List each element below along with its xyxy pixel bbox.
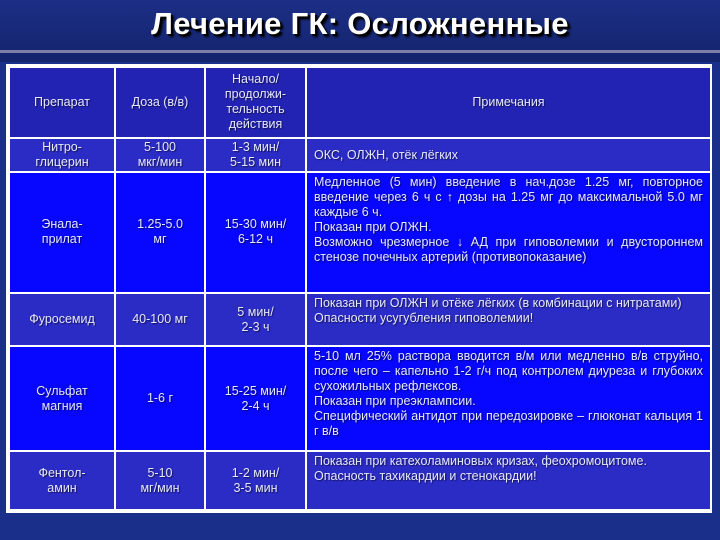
header-onset-duration: Начало/ продолжи- тельность действия [205, 67, 306, 138]
header-drug: Препарат [9, 67, 115, 138]
table-row [9, 346, 711, 451]
cell-notes [306, 451, 711, 510]
cell-drug: Сульфат магния [9, 346, 115, 451]
header-dose: Доза (в/в) [115, 67, 205, 138]
cell-dose: 1.25-5.0 мг [115, 172, 205, 293]
note-line: Возможно чрезмерное ↓ АД при гиповолемии и двустороннем стенозе почечных артерий (противопоказание) [314, 234, 703, 264]
cell-drug: Фуросемид [9, 293, 115, 346]
slide-title: Лечение ГК: Осложненные [151, 6, 569, 41]
table-row [9, 293, 711, 346]
table-row [9, 451, 711, 510]
cell-drug: Фентол- амин [9, 451, 115, 510]
cell-dose: 1-6 г [115, 346, 205, 451]
cell-onset: 1-3 мин/ 5-15 мин [205, 138, 306, 172]
title-divider [0, 50, 720, 53]
note-line: Опасности усугубления гиповолемии! [314, 311, 534, 325]
cell-dose: 5-100 мкг/мин [115, 138, 205, 172]
table-header-row [9, 67, 711, 138]
note-line: 5-10 мл 25% раствора вводится в/м или медленно в/в струйно, после чего – капельно 1-2 г/ч под контролем диуреза и глубоких сухожильных рефлексов. [314, 349, 703, 394]
note-line: Показан при преэклампсии. [314, 394, 476, 409]
title-bar [0, 0, 720, 62]
note-line: Медленное (5 мин) введение в нач.дозе 1.25 мг, повторное введение через 6 ч с ↑ дозы на 1.25 мг до максимальной 5.0 мг каждые 6 ч. [314, 174, 703, 219]
note-line: ОКС, ОЛЖН, отёк лёгких [314, 147, 458, 162]
cell-onset: 1-2 мин/ 3-5 мин [205, 451, 306, 510]
cell-onset: 5 мин/ 2-3 ч [205, 293, 306, 346]
note-line: Опасность тахикардии и стенокардии! [314, 469, 537, 484]
table-row [9, 172, 711, 293]
header-notes: Примечания [306, 67, 711, 138]
cell-drug: Нитро- глицерин [9, 138, 115, 172]
note-line: Показан при ОЛЖН. [314, 219, 432, 234]
cell-notes [306, 172, 711, 293]
cell-notes [306, 346, 711, 451]
treatment-table-grid [8, 66, 712, 511]
table-row [9, 138, 711, 172]
note-line: Показан при катехоламиновых кризах, феохромоцитоме. [314, 454, 647, 469]
cell-onset: 15-25 мин/ 2-4 ч [205, 346, 306, 451]
cell-dose: 40-100 мг [115, 293, 205, 346]
cell-drug: Энала- прилат [9, 172, 115, 293]
note-line: Специфический антидот при передозировке – глюконат кальция 1 г в/в [314, 409, 703, 439]
cell-notes [306, 293, 711, 346]
note-line: Показан при ОЛЖН и отёке лёгких (в комбинации с нитратами) [314, 296, 682, 310]
cell-notes [306, 138, 711, 172]
treatment-table [6, 64, 712, 513]
cell-dose: 5-10 мг/мин [115, 451, 205, 510]
cell-onset: 15-30 мин/ 6-12 ч [205, 172, 306, 293]
